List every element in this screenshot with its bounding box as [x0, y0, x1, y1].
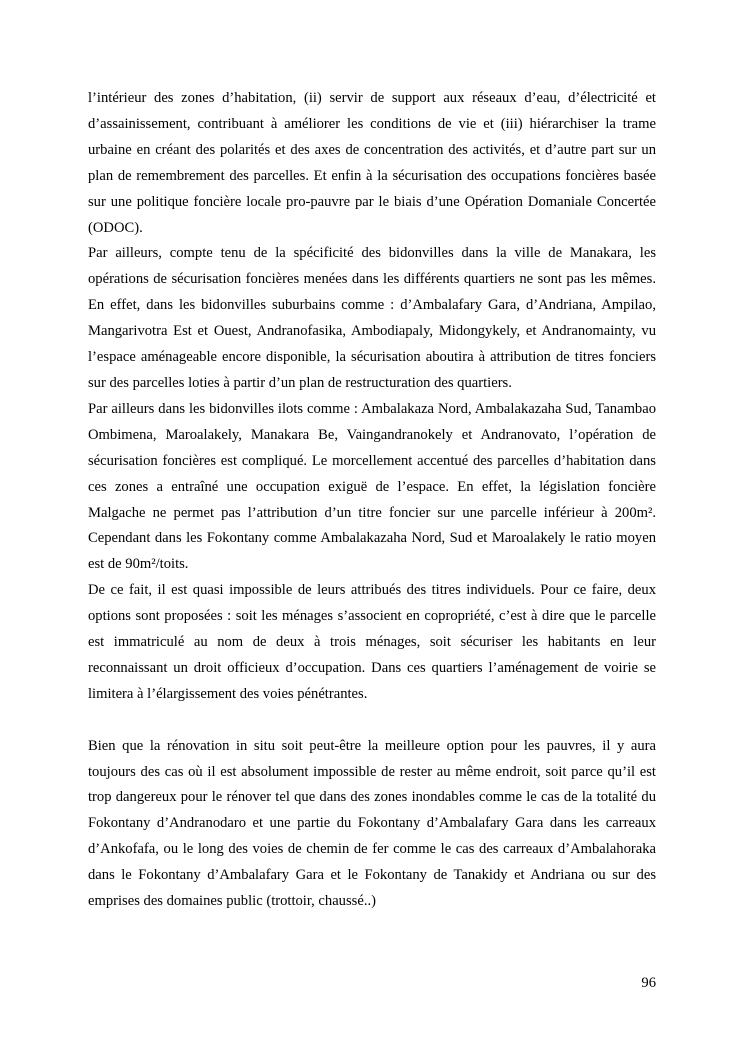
paragraph-2: Par ailleurs, compte tenu de la spécificité des bidonvilles dans la ville de Manakara, les opérations de sécurisation foncières menées dans les différents quartiers ne sont pas les mêmes. En effet, dans les bidonvilles suburbains comme : d’Ambalafary Gara, d’Andriana, Ampilao, Mangarivotra Est et Ouest, Andranofasika, Ambodiapaly, Midongykely, et Andranomainty, vu l’espace aménageable encore disponible, la sécurisation aboutira à attribution de titres fonciers sur des parcelles loties à partir d’un plan de restructuration des quartiers. — [88, 245, 656, 391]
paragraph-4: De ce fait, il est quasi impossible de leurs attribués des titres individuels. Pour ce faire, deux options sont proposées : soit les ménages s’associent en copropriété, c’est à dire que le parcelle est immatriculé au nom de deux à trois ménages, soit sécuriser les habitants en leur reconnaissant un droit officieux d’occupation. Dans ces quartiers l’aménagement de voirie se limitera à l’élargissement des voies pénétrantes. — [88, 582, 656, 702]
paragraph-spacer — [88, 708, 656, 734]
page-number: 96 — [641, 975, 656, 991]
body-text — [88, 86, 656, 915]
paragraph-3: Par ailleurs dans les bidonvilles ilots comme : Ambalakaza Nord, Ambalakazaha Sud, Tanambao Ombimena, Maroalakely, Manakara Be, Vaingandranokely et Andranovato, l’opération de sécurisation foncières est compliqué. Le morcellement accentué des parcelles d’habitation dans ces zones a entraîné une occupation exiguë de l’espace. En effet, la législation foncière Malgache ne permet pas l’attribution d’un titre foncier sur une parcelle inférieur à 200m². Cependant dans les Fokontany comme Ambalakazaha Nord, Sud et Maroalakely le ratio moyen est de 90m²/toits. — [88, 400, 656, 573]
paragraph-5: Bien que la rénovation in situ soit peut-être la meilleure option pour les pauvres, il y aura toujours des cas où il est absolument impossible de rester au même endroit, soit parce qu’il est trop dangereux pour le rénover tel que dans des zones inondables comme le cas de la totalité du Fokontany d’Andranodaro et une partie du Fokontany d’Ambalafary Gara dans les carreaux d’Ankofafa, ou le long des voies de chemin de fer comme le cas des carreaux d’Ambalahoraka dans le Fokontany d’Ambalafary Gara et le Fokontany de Tanakidy et Andriana ou sur des emprises des domaines public (trottoir, chaussé..) — [88, 737, 656, 910]
paragraph-1: l’intérieur des zones d’habitation, (ii) servir de support aux réseaux d’eau, d’électricité et d’assainissement, contribuant à améliorer les conditions de vie et (iii) hiérarchiser la trame urbaine en créant des polarités et des axes de concentration des activités, et d’autre part sur un plan de remembrement des parcelles. Et enfin à la sécurisation des occupations foncières basée sur une politique foncière locale pro-pauvre par le biais d’une Opération Domaniale Concertée (ODOC). — [88, 90, 656, 236]
